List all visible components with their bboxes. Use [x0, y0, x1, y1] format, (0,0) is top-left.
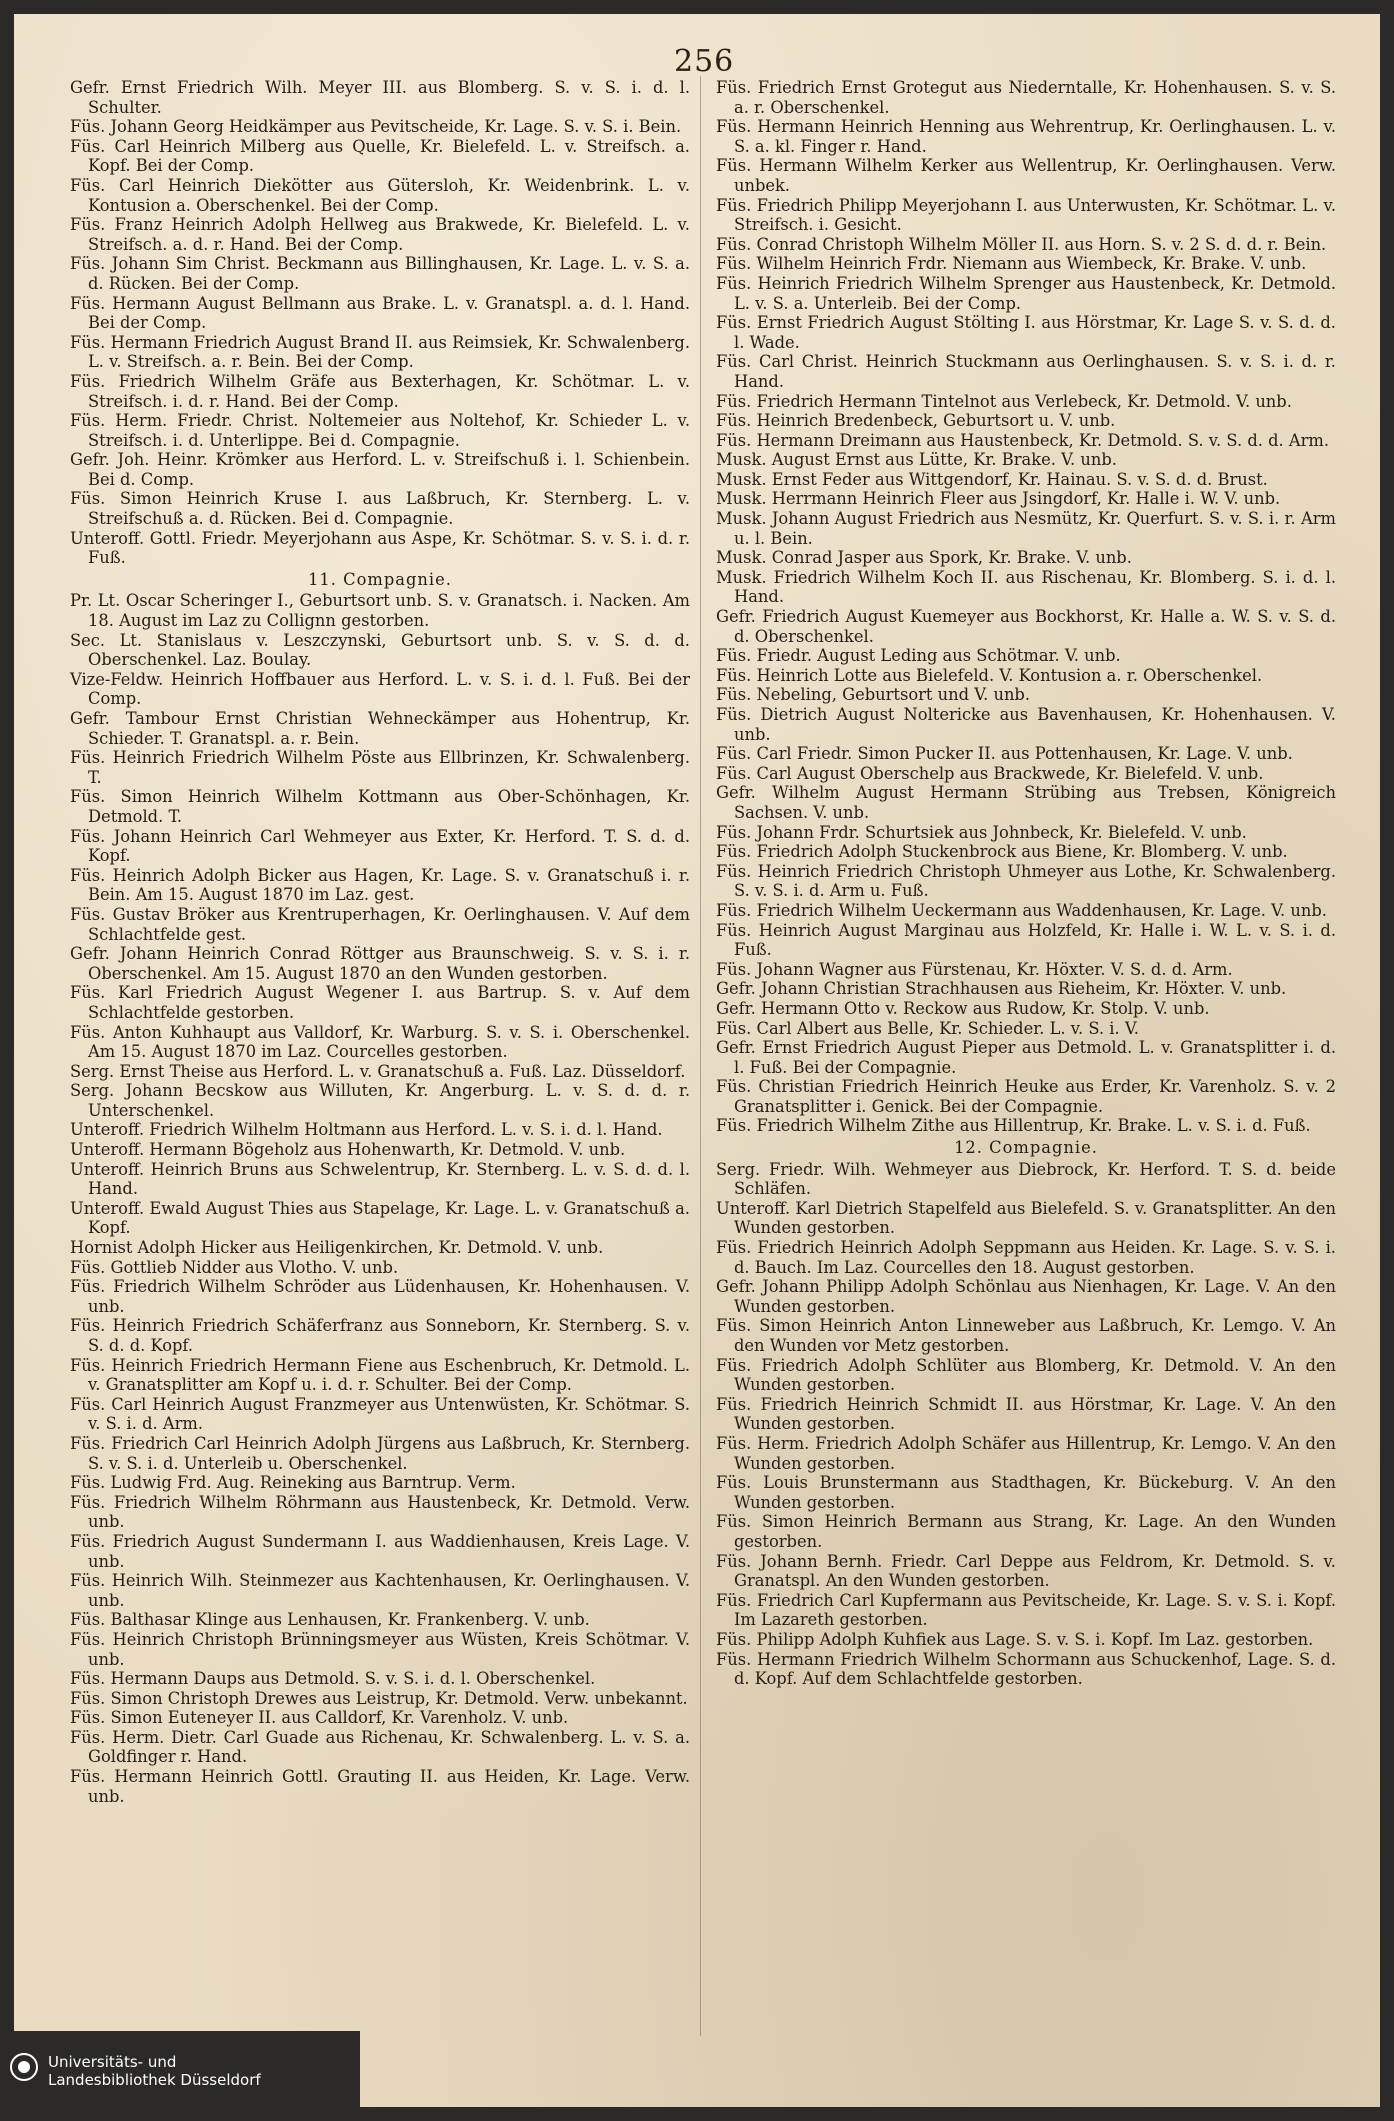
casualty-entry: Füs. Johann Bernh. Friedr. Carl Deppe aus Feldrom, Kr. Detmold. S. v. Granatspl. An den Wunden gestorben. — [716, 1551, 1336, 1591]
casualty-entry: Füs. Johann Wagner aus Fürstenau, Kr. Höxter. V. S. d. d. Arm. — [716, 959, 1233, 979]
casualty-entry: Füs. Heinrich Bredenbeck, Geburtsort u. V. unb. — [716, 411, 1116, 431]
casualty-entry: Füs. Hermann Daups aus Detmold. S. v. S. i. d. l. Oberschenkel. — [70, 1669, 596, 1689]
casualty-entry: Unteroff. Heinrich Bruns aus Schwelentrup, Kr. Sternberg. L. v. S. d. d. l. Hand. — [70, 1159, 690, 1199]
casualty-entry: Gefr. Friedrich August Kuemeyer aus Bockhorst, Kr. Halle a. W. S. v. S. d. d. Oberschenkel. — [716, 607, 1336, 646]
casualty-entry: Unteroff. Hermann Bögeholz aus Hohenwarth, Kr. Detmold. V. unb. — [70, 1140, 626, 1160]
right-column — [716, 78, 1336, 1689]
casualty-entry: Füs. Hermann Friedrich August Brand II. aus Reimsiek, Kr. Schwalenberg. L. v. Streifsch. a. r. Bein. Bei der Comp. — [70, 332, 690, 372]
casualty-entry: Füs. Friedrich Adolph Stuckenbrock aus Biene, Kr. Blomberg. V. unb. — [716, 842, 1288, 862]
casualty-entry: Füs. Heinrich Christoph Brünningsmeyer aus Wüsten, Kreis Schötmar. V. unb. — [70, 1629, 690, 1669]
casualty-entry: Füs. Johann Georg Heidkämper aus Pevitscheide, Kr. Lage. S. v. S. i. Bein. — [70, 117, 682, 137]
casualty-entry: Sec. Lt. Stanislaus v. Leszczynski, Geburtsort unb. S. v. S. d. d. Oberschenkel. Laz. Boulay. — [70, 630, 690, 670]
casualty-entry: Gefr. Johann Philipp Adolph Schönlau aus Nienhagen, Kr. Lage. V. An den Wunden gestorben. — [716, 1277, 1336, 1316]
casualty-entry: Hornist Adolph Hicker aus Heiligenkirchen, Kr. Detmold. V. unb. — [70, 1238, 604, 1258]
casualty-entry: Vize-Feldw. Heinrich Hoffbauer aus Herford. L. v. S. i. d. l. Fuß. Bei der Comp. — [70, 669, 690, 709]
casualty-entry: Füs. Anton Kuhhaupt aus Valldorf, Kr. Warburg. S. v. S. i. Oberschenkel. Am 15. August 1870 im Laz. Courcelles gestorben. — [70, 1022, 690, 1062]
casualty-entry: Füs. Philipp Adolph Kuhfiek aus Lage. S. v. S. i. Kopf. Im Laz. gestorben. — [716, 1629, 1314, 1649]
company-heading: 12. Compagnie. — [954, 1138, 1098, 1158]
casualty-entry: Füs. Friedrich Hermann Tintelnot aus Verlebeck, Kr. Detmold. V. unb. — [716, 391, 1292, 411]
casualty-entry: Füs. Hermann Dreimann aus Haustenbeck, Kr. Detmold. S. v. S. d. d. Arm. — [716, 430, 1330, 450]
casualty-entry: Füs. Carl Heinrich Milberg aus Quelle, Kr. Bielefeld. L. v. Streifsch. a. Kopf. Bei der Comp. — [70, 136, 690, 176]
casualty-entry: Serg. Johann Becskow aus Willuten, Kr. Angerburg. L. v. S. d. d. r. Unterschenkel. — [70, 1081, 690, 1120]
casualty-entry: Füs. Heinrich Friedrich Wilhelm Sprenger aus Haustenbeck, Kr. Detmold. L. v. S. a. Unterleib. Bei der Comp. — [716, 273, 1336, 313]
casualty-entry: Füs. Heinrich Lotte aus Bielefeld. V. Kontusion a. r. Oberschenkel. — [716, 665, 1263, 685]
casualty-entry: Füs. Carl Heinrich Diekötter aus Gütersloh, Kr. Weidenbrink. L. v. Kontusion a. Oberschenkel. Bei der Comp. — [70, 175, 690, 215]
casualty-entry: Füs. Friedrich Adolph Schlüter aus Blomberg, Kr. Detmold. V. An den Wunden gestorben. — [716, 1355, 1336, 1395]
casualty-entry: Füs. Friedrich Wilhelm Zithe aus Hillentrup, Kr. Brake. L. v. S. i. d. Fuß. — [716, 1116, 1311, 1136]
casualty-entry: Füs. Heinrich Wilh. Steinmezer aus Kachtenhausen, Kr. Oerlinghausen. V. unb. — [70, 1571, 690, 1610]
casualty-entry: Gefr. Ernst Friedrich August Pieper aus Detmold. L. v. Granatsplitter i. d. l. Fuß. Bei der Compagnie. — [716, 1038, 1336, 1077]
casualty-entry: Füs. Johann Heinrich Carl Wehmeyer aus Exter, Kr. Herford. T. S. d. d. Kopf. — [70, 826, 690, 866]
document-page — [14, 14, 1380, 2107]
casualty-entry: Füs. Louis Brunstermann aus Stadthagen, Kr. Bückeburg. V. An den Wunden gestorben. — [716, 1473, 1336, 1512]
casualty-entry: Füs. Hermann Heinrich Henning aus Wehrentrup, Kr. Oerlinghausen. L. v. S. a. kl. Finger r. Hand. — [716, 117, 1336, 156]
casualty-entry: Füs. Gustav Bröker aus Krentruperhagen, Kr. Oerlinghausen. V. Auf dem Schlachtfelde gest. — [70, 904, 690, 944]
casualty-entry: Füs. Carl Friedr. Simon Pucker II. aus Pottenhausen, Kr. Lage. V. unb. — [716, 744, 1293, 764]
casualty-entry: Füs. Balthasar Klinge aus Lenhausen, Kr. Frankenberg. V. unb. — [70, 1610, 590, 1630]
casualty-entry: Füs. Karl Friedrich August Wegener I. aus Bartrup. S. v. Auf dem Schlachtfelde gestorben. — [70, 983, 690, 1022]
casualty-entry: Füs. Hermann Heinrich Gottl. Grauting II. aus Heiden, Kr. Lage. Verw. unb. — [70, 1767, 690, 1806]
casualty-entry: Gefr. Tambour Ernst Christian Wehneckämper aus Hohentrup, Kr. Schieder. T. Granatspl. a. r. Bein. — [70, 709, 690, 748]
column-divider — [700, 76, 701, 2036]
library-logo-icon — [10, 2053, 38, 2081]
casualty-entry: Füs. Friedrich Heinrich Adolph Seppmann aus Heiden. Kr. Lage. S. v. S. i. d. Bauch. Im Laz. Courcelles den 18. August gestorben. — [716, 1238, 1336, 1277]
casualty-entry: Musk. August Ernst aus Lütte, Kr. Brake. V. unb. — [716, 450, 1117, 470]
casualty-entry: Füs. Hermann August Bellmann aus Brake. L. v. Granatspl. a. d. l. Hand. Bei der Comp. — [70, 293, 690, 333]
casualty-entry: Gefr. Hermann Otto v. Reckow aus Rudow, Kr. Stolp. V. unb. — [716, 998, 1210, 1018]
casualty-entry: Füs. Carl August Oberschelp aus Brackwede, Kr. Bielefeld. V. unb. — [716, 763, 1264, 783]
watermark-text — [48, 2053, 261, 2089]
casualty-entry: Füs. Friedrich Ernst Grotegut aus Niederntalle, Kr. Hohenhausen. S. v. S. a. r. Oberschenkel. — [716, 78, 1336, 117]
casualty-entry: Gefr. Johann Christian Strachhausen aus Rieheim, Kr. Höxter. V. unb. — [716, 979, 1287, 999]
casualty-entry: Füs. Herm. Dietr. Carl Guade aus Richenau, Kr. Schwalenberg. L. v. S. a. Goldfinger r. Hand. — [70, 1727, 690, 1767]
casualty-entry: Gefr. Joh. Heinr. Krömker aus Herford. L. v. Streifschuß i. l. Schienbein. Bei d. Comp. — [70, 450, 690, 489]
casualty-entry: Unteroff. Gottl. Friedr. Meyerjohann aus Aspe, Kr. Schötmar. S. v. S. i. d. r. Fuß. — [70, 528, 690, 568]
casualty-entry: Füs. Friedrich Wilhelm Schröder aus Lüdenhausen, Kr. Hohenhausen. V. unb. — [70, 1277, 690, 1316]
left-column — [70, 78, 690, 1806]
casualty-entry: Serg. Ernst Theise aus Herford. L. v. Granatschuß a. Fuß. Laz. Düsseldorf. — [70, 1061, 686, 1081]
library-watermark — [0, 2031, 360, 2121]
casualty-entry: Gefr. Johann Heinrich Conrad Röttger aus Braunschweig. S. v. S. i. r. Oberschenkel. Am 15. August 1870 an den Wunden gestorben. — [70, 944, 690, 983]
casualty-entry: Füs. Heinrich Adolph Bicker aus Hagen, Kr. Lage. S. v. Granatschuß i. r. Bein. Am 15. August 1870 im Laz. gest. — [70, 865, 690, 905]
casualty-entry: Füs. Heinrich Friedrich Wilhelm Pöste aus Ellbrinzen, Kr. Schwalenberg. T. — [70, 748, 690, 787]
casualty-entry: Füs. Herm. Friedr. Christ. Noltemeier aus Noltehof, Kr. Schieder L. v. Streifsch. i. d. Unterlippe. Bei d. Compagnie. — [70, 411, 690, 450]
casualty-entry: Füs. Franz Heinrich Adolph Hellweg aus Brakwede, Kr. Bielefeld. L. v. Streifsch. a. d. r. Hand. Bei der Comp. — [70, 215, 690, 254]
casualty-entry: Füs. Carl Heinrich August Franzmeyer aus Untenwüsten, Kr. Schötmar. S. v. S. i. d. Arm. — [70, 1394, 690, 1434]
casualty-entry: Füs. Friedrich Carl Kupfermann aus Pevitscheide, Kr. Lage. S. v. S. i. Kopf. Im Lazareth gestorben. — [716, 1590, 1336, 1630]
casualty-entry: Gefr. Ernst Friedrich Wilh. Meyer III. aus Blomberg. S. v. S. i. d. l. Schulter. — [70, 78, 690, 117]
casualty-entry: Füs. Heinrich Friedrich Hermann Fiene aus Eschenbruch, Kr. Detmold. L. v. Granatsplitter am Kopf u. i. d. r. Schulter. Bei der Comp. — [70, 1355, 690, 1395]
casualty-entry: Füs. Simon Heinrich Bermann aus Strang, Kr. Lage. An den Wunden gestorben. — [716, 1512, 1336, 1551]
casualty-entry: Füs. Simon Heinrich Kruse I. aus Laßbruch, Kr. Sternberg. L. v. Streifschuß a. d. Rücken. Bei d. Compagnie. — [70, 489, 690, 529]
casualty-entry: Füs. Simon Christoph Drewes aus Leistrup, Kr. Detmold. Verw. unbekannt. — [70, 1688, 688, 1708]
casualty-entry: Pr. Lt. Oscar Scheringer I., Geburtsort unb. S. v. Granatsch. i. Nacken. Am 18. August im Laz zu Collignn gestorben. — [70, 591, 690, 631]
casualty-entry: Unteroff. Karl Dietrich Stapelfeld aus Bielefeld. S. v. Granatsplitter. An den Wunden gestorben. — [716, 1198, 1336, 1238]
casualty-entry: Füs. Gottlieb Nidder aus Vlotho. V. unb. — [70, 1257, 399, 1277]
casualty-entry: Füs. Herm. Friedrich Adolph Schäfer aus Hillentrup, Kr. Lemgo. V. An den Wunden gestorben. — [716, 1433, 1336, 1473]
casualty-entry: Füs. Simon Heinrich Anton Linneweber aus Laßbruch, Kr. Lemgo. V. An den Wunden vor Metz gestorben. — [716, 1316, 1336, 1355]
casualty-entry: Füs. Carl Albert aus Belle, Kr. Schieder. L. v. S. i. V. — [716, 1018, 1139, 1038]
casualty-entry: Füs. Johann Sim Christ. Beckmann aus Billinghausen, Kr. Lage. L. v. S. a. d. Rücken. Bei der Comp. — [70, 254, 690, 293]
casualty-entry: Füs. Simon Heinrich Wilhelm Kottmann aus Ober-Schönhagen, Kr. Detmold. T. — [70, 787, 690, 826]
casualty-entry: Füs. Friedrich Wilhelm Gräfe aus Bexterhagen, Kr. Schötmar. L. v. Streifsch. i. d. r. Hand. Bei der Comp. — [70, 371, 690, 411]
casualty-entry: Füs. Hermann Wilhelm Kerker aus Wellentrup, Kr. Oerlinghausen. Verw. unbek. — [716, 156, 1336, 195]
casualty-entry: Füs. Ernst Friedrich August Stölting I. aus Hörstmar, Kr. Lage S. v. S. d. d. l. Wade. — [716, 313, 1336, 352]
casualty-entry: Füs. Conrad Christoph Wilhelm Möller II. aus Horn. S. v. 2 S. d. d. r. Bein. — [716, 234, 1327, 254]
casualty-entry: Füs. Wilhelm Heinrich Frdr. Niemann aus Wiembeck, Kr. Brake. V. unb. — [716, 254, 1307, 274]
casualty-entry: Füs. Simon Euteneyer II. aus Calldorf, Kr. Varenholz. V. unb. — [70, 1708, 569, 1728]
watermark-line-2: Landesbibliothek Düsseldorf — [48, 2071, 261, 2089]
casualty-entry: Füs. Friedrich August Sundermann I. aus Waddienhausen, Kreis Lage. V. unb. — [70, 1531, 690, 1571]
casualty-entry: Musk. Friedrich Wilhelm Koch II. aus Rischenau, Kr. Blomberg. S. i. d. l. Hand. — [716, 567, 1336, 607]
page-number: 256 — [674, 44, 735, 79]
casualty-entry: Füs. Dietrich August Noltericke aus Bavenhausen, Kr. Hohenhausen. V. unb. — [716, 705, 1336, 744]
casualty-entry: Serg. Friedr. Wilh. Wehmeyer aus Diebrock, Kr. Herford. T. S. d. beide Schläfen. — [716, 1159, 1336, 1199]
casualty-entry: Musk. Herrmann Heinrich Fleer aus Jsingdorf, Kr. Halle i. W. V. unb. — [716, 489, 1281, 509]
casualty-entry: Füs. Friedrich Wilhelm Röhrmann aus Haustenbeck, Kr. Detmold. Verw. unb. — [70, 1492, 690, 1532]
casualty-entry: Füs. Friedrich Philipp Meyerjohann I. aus Unterwusten, Kr. Schötmar. L. v. Streifsch. i. Gesicht. — [716, 195, 1336, 235]
casualty-entry: Füs. Hermann Friedrich Wilhelm Schormann aus Schuckenhof, Lage. S. d. d. Kopf. Auf dem Schlachtfelde gestorben. — [716, 1649, 1336, 1689]
casualty-entry: Füs. Nebeling, Geburtsort und V. unb. — [716, 685, 1031, 705]
casualty-entry: Füs. Heinrich August Marginau aus Holzfeld, Kr. Halle i. W. L. v. S. i. d. Fuß. — [716, 920, 1336, 960]
watermark-line-1: Universitäts- und — [48, 2053, 177, 2071]
casualty-entry: Füs. Friedrich Carl Heinrich Adolph Jürgens aus Laßbruch, Kr. Sternberg. S. v. S. i. d. Unterleib u. Oberschenkel. — [70, 1433, 690, 1473]
company-heading: 11. Compagnie. — [308, 569, 452, 589]
casualty-entry: Unteroff. Friedrich Wilhelm Holtmann aus Herford. L. v. S. i. d. l. Hand. — [70, 1120, 663, 1140]
casualty-entry: Füs. Ludwig Frd. Aug. Reineking aus Barntrup. Verm. — [70, 1473, 516, 1493]
casualty-entry: Füs. Friedr. August Leding aus Schötmar. V. unb. — [716, 646, 1121, 666]
casualty-entry: Füs. Heinrich Friedrich Christoph Uhmeyer aus Lothe, Kr. Schwalenberg. S. v. S. i. d. Arm u. Fuß. — [716, 861, 1336, 901]
casualty-entry: Musk. Conrad Jasper aus Spork, Kr. Brake. V. unb. — [716, 548, 1132, 568]
casualty-entry: Füs. Friedrich Heinrich Schmidt II. aus Hörstmar, Kr. Lage. V. An den Wunden gestorben. — [716, 1394, 1336, 1434]
casualty-entry: Füs. Carl Christ. Heinrich Stuckmann aus Oerlinghausen. S. v. S. i. d. r. Hand. — [716, 352, 1336, 391]
casualty-entry: Füs. Christian Friedrich Heinrich Heuke aus Erder, Kr. Varenholz. S. v. 2 Granatsplitter i. Genick. Bei der Compagnie. — [716, 1077, 1336, 1116]
casualty-entry: Musk. Ernst Feder aus Wittgendorf, Kr. Hainau. S. v. S. d. d. Brust. — [716, 469, 1268, 489]
casualty-entry: Gefr. Wilhelm August Hermann Strübing aus Trebsen, Königreich Sachsen. V. unb. — [716, 783, 1336, 822]
casualty-entry: Unteroff. Ewald August Thies aus Stapelage, Kr. Lage. L. v. Granatschuß a. Kopf. — [70, 1198, 690, 1238]
casualty-entry: Musk. Johann August Friedrich aus Nesmütz, Kr. Querfurt. S. v. S. i. r. Arm u. l. Bein. — [716, 509, 1336, 548]
casualty-entry: Füs. Friedrich Wilhelm Ueckermann aus Waddenhausen, Kr. Lage. V. unb. — [716, 900, 1327, 920]
casualty-entry: Füs. Heinrich Friedrich Schäferfranz aus Sonneborn, Kr. Sternberg. S. v. S. d. d. Kopf. — [70, 1316, 690, 1355]
casualty-entry: Füs. Johann Frdr. Schurtsiek aus Johnbeck, Kr. Bielefeld. V. unb. — [716, 822, 1247, 842]
